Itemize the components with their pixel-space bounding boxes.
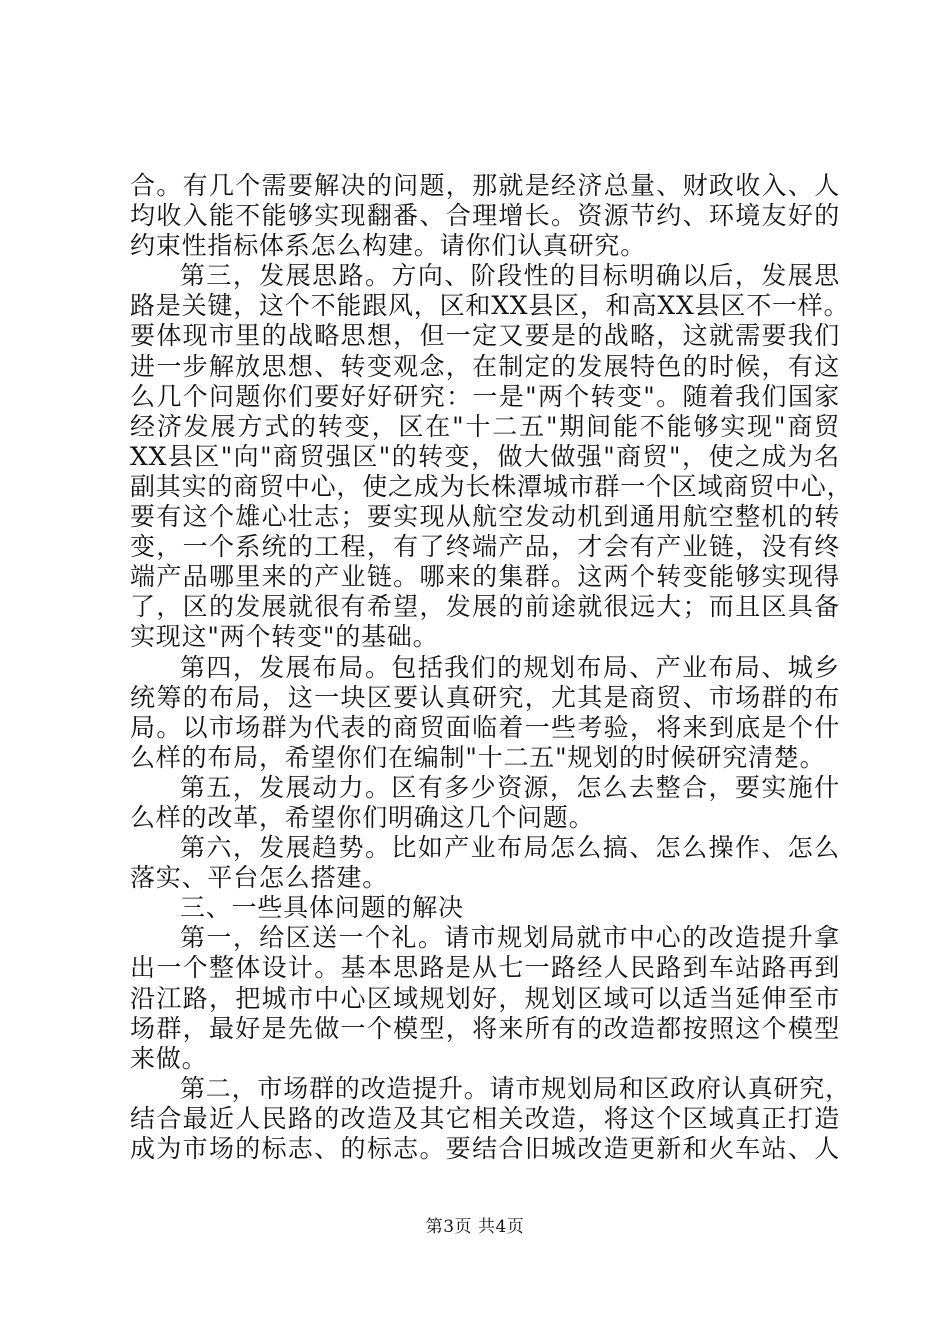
paragraph-start-line: 第二，市场群的改造提升。请市规划局和区政府认真研究，: [180, 1073, 851, 1103]
text-line: 来做。: [130, 1043, 208, 1073]
page-number-footer: 第3页 共4页: [425, 1217, 525, 1237]
text-line: 要有这个雄心壮志；要实现从航空发动机到通用航空整机的转: [130, 502, 840, 532]
text-line: 落实、平台怎么搭建。: [130, 863, 389, 893]
paragraph-start-line: 第五，发展动力。区有多少资源，怎么去整合，要实施什: [180, 772, 840, 802]
paragraph-start-line: 第一，给区送一个礼。请市规划局就市中心的改造提升拿: [180, 923, 840, 953]
text-line: 副其实的商贸中心，使之成为长株潭城市群一个区域商贸中心，: [130, 471, 853, 501]
text-line: 局。以市场群为代表的商贸面临着一些考验，将来到底是个什: [130, 712, 840, 742]
text-line: 场群，最好是先做一个模型，将来所有的改造都按照这个模型: [130, 1013, 840, 1043]
section-heading: 三、一些具体问题的解决: [180, 893, 464, 923]
text-line: 约束性指标体系怎么构建。请你们认真研究。: [130, 231, 647, 261]
text-line: 成为市场的标志、的标志。要结合旧城改造更新和火车站、人: [130, 1134, 840, 1163]
text-line: 均收入能不能够实现翻番、合理增长。资源节约、环境友好的: [130, 201, 840, 231]
text-line: 实现这"两个转变"的基础。: [130, 622, 439, 652]
text-line: 出一个整体设计。基本思路是从七一路经人民路到车站路再到: [130, 953, 840, 983]
paragraph-start-line: 第四，发展布局。包括我们的规划布局、产业布局、城乡: [180, 652, 840, 682]
text-line: 路是关键，这个不能跟风，区和XX县区，和高XX县区不一样。: [130, 291, 850, 321]
text-line: 统筹的布局，这一块区要认真研究，尤其是商贸、市场群的布: [130, 682, 840, 712]
paragraph-start-line: 第六，发展趋势。比如产业布局怎么搞、怎么操作、怎么: [180, 833, 840, 863]
text-line: 么样的布局，希望你们在编制"十二五"规划的时候研究清楚。: [130, 742, 826, 772]
text-line: XX县区"向"商贸强区"的转变，做大做强"商贸"，使之成为名: [130, 441, 840, 471]
text-line: 进一步解放思想、转变观念，在制定的发展特色的时候，有这: [130, 351, 840, 381]
text-line: 了，区的发展就很有希望，发展的前途就很远大；而且区具备: [130, 592, 840, 622]
text-line: 要体现市里的战略思想，但一定又要是的战略，这就需要我们: [130, 321, 840, 351]
text-line: 结合最近人民路的改造及其它相关改造，将这个区域真正打造: [130, 1103, 840, 1133]
paragraph-start-line: 第三，发展思路。方向、阶段性的目标明确以后，发展思: [180, 261, 840, 291]
text-line: 经济发展方式的转变，区在"十二五"期间能不能够实现"商贸: [130, 411, 840, 441]
text-line: 么几个问题你们要好好研究：一是"两个转变"。随着我们国家: [130, 381, 840, 411]
text-line: 合。有几个需要解决的问题，那就是经济总量、财政收入、人: [130, 171, 840, 200]
text-line: 端产品哪里来的产业链。哪来的集群。这两个转变能够实现得: [130, 562, 840, 592]
text-line: 变，一个系统的工程，有了终端产品，才会有产业链，没有终: [130, 532, 840, 562]
document-body: [130, 171, 853, 1164]
text-line: 沿江路，把城市中心区域规划好，规划区域可以适当延伸至市: [130, 983, 840, 1013]
text-line: 么样的改革，希望你们明确这几个问题。: [130, 802, 595, 832]
